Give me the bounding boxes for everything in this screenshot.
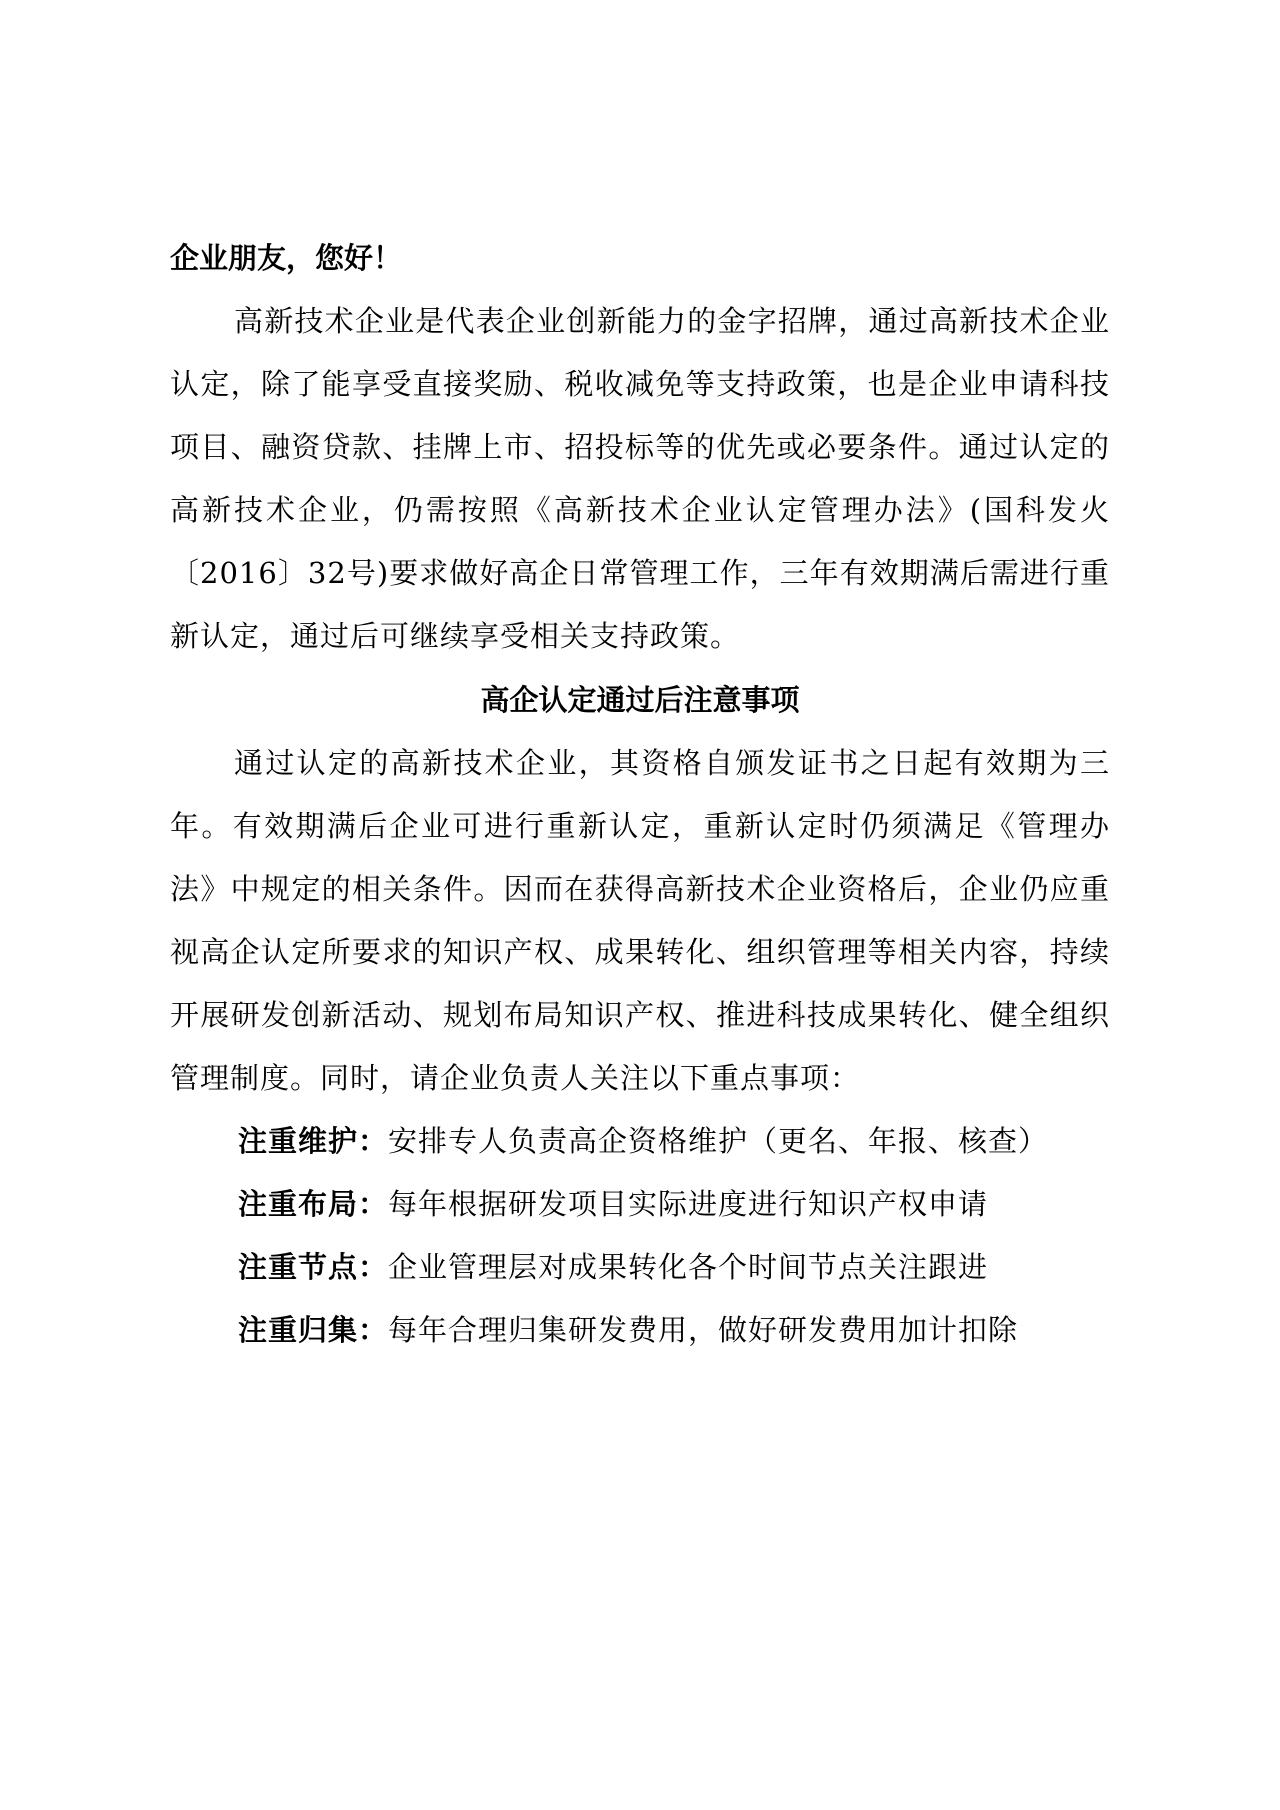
item-text: 企业管理层对成果转化各个时间节点关注跟进 [388, 1250, 989, 1284]
item-layout [170, 1173, 1110, 1236]
intro-paragraph: 高新技术企业是代表企业创新能力的金字招牌，通过高新技术企业认定，除了能享受直接奖励、税收减免等支持政策，也是企业申请科技项目、融资贷款、挂牌上市、招投标等的优先或必要条件。通过认定的高新技术企业，仍需按照《高新技术企业认定管理办法》(国科发火〔2016〕32号)要求做好高企日常管理工作，三年有效期满后需进行重新认定，通过后可继续享受相关支持政策。 [170, 304, 1110, 653]
greeting: 企业朋友，您好！ [170, 241, 403, 275]
item-label: 注重布局： [238, 1187, 389, 1221]
item-text: 安排专人负责高企资格维护（更名、年报、核查） [388, 1124, 1049, 1158]
item-label: 注重维护： [238, 1124, 389, 1158]
item-label: 注重归集： [238, 1313, 389, 1347]
item-text: 每年根据研发项目实际进度进行知识产权申请 [388, 1187, 989, 1221]
item-collection [170, 1299, 1110, 1362]
item-label: 注重节点： [238, 1250, 389, 1284]
item-maintenance [170, 1110, 1110, 1173]
body-paragraph: 通过认定的高新技术企业，其资格自颁发证书之日起有效期为三年。有效期满后企业可进行重新认定，重新认定时仍须满足《管理办法》中规定的相关条件。因而在获得高新技术企业资格后，企业仍应重视高企认定所要求的知识产权、成果转化、组织管理等相关内容，持续开展研发创新活动、规划布局知识产权、推进科技成果转化、健全组织管理制度。同时，请企业负责人关注以下重点事项： [170, 746, 1110, 1095]
document-page [170, 226, 1110, 1362]
item-text: 每年合理归集研发费用，做好研发费用加计扣除 [388, 1313, 1019, 1347]
section-heading: 高企认定通过后注意事项 [480, 683, 800, 717]
item-milestones [170, 1236, 1110, 1299]
